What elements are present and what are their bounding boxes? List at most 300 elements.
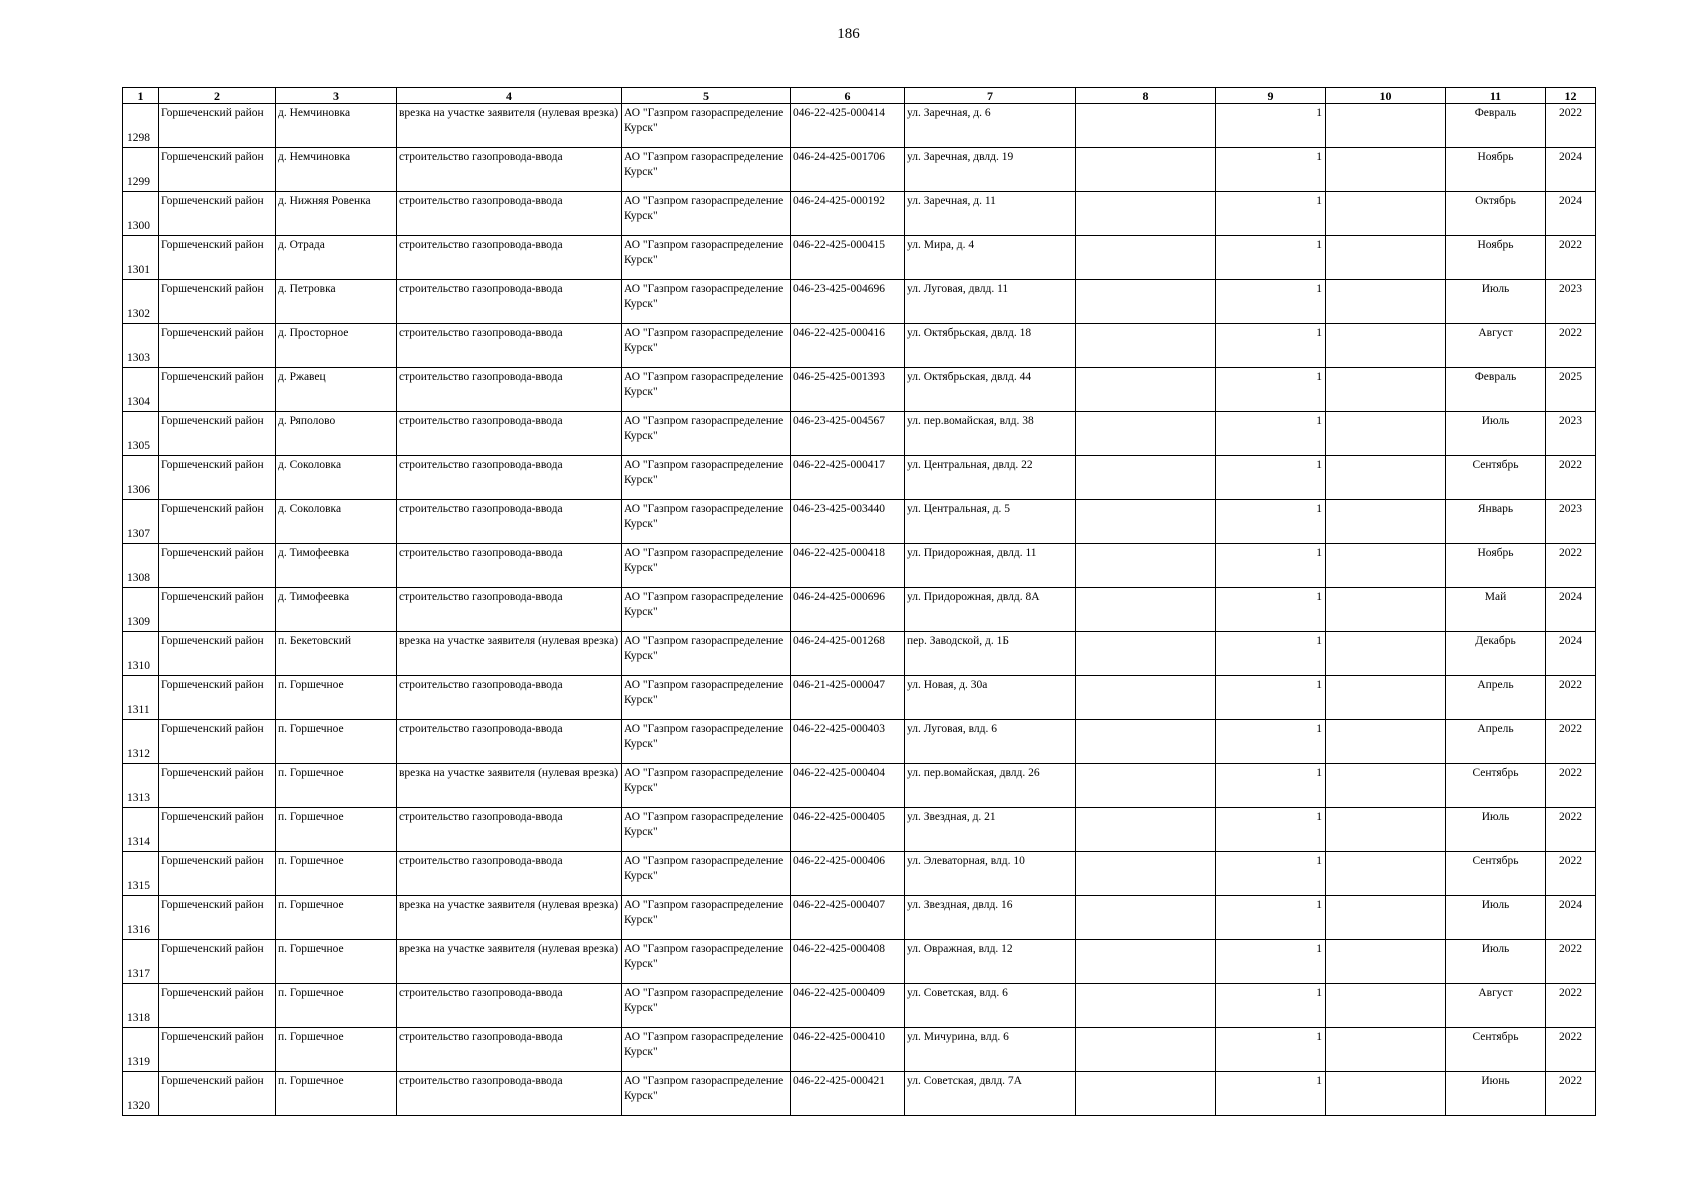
cell-address: ул. Заречная, д. 11 [905, 192, 1076, 236]
cell-address: ул. Октябрьская, двлд. 18 [905, 324, 1076, 368]
cell-year: 2022 [1546, 764, 1596, 808]
cell-address: ул. Заречная, двлд. 19 [905, 148, 1076, 192]
column-header-11: 11 [1446, 88, 1546, 104]
table-row [123, 148, 1596, 192]
cell-col-8 [1076, 192, 1216, 236]
cell-organization: АО "Газпром газораспределение Курск" [622, 412, 791, 456]
cell-work-type: строительство газопровода-ввода [397, 500, 622, 544]
cell-work-type: строительство газопровода-ввода [397, 852, 622, 896]
cell-settlement: п. Горшечное [276, 808, 397, 852]
cell-row-number: 1310 [123, 632, 159, 676]
cell-quantity: 1 [1216, 148, 1326, 192]
cell-settlement: д. Соколовка [276, 500, 397, 544]
cell-row-number: 1307 [123, 500, 159, 544]
cell-month: Апрель [1446, 676, 1546, 720]
cell-year: 2024 [1546, 192, 1596, 236]
cell-organization: АО "Газпром газораспределение Курск" [622, 104, 791, 148]
table-row [123, 720, 1596, 764]
cell-organization: АО "Газпром газораспределение Курск" [622, 676, 791, 720]
cell-organization: АО "Газпром газораспределение Курск" [622, 368, 791, 412]
cell-application-number: 046-22-425-000410 [791, 1028, 905, 1072]
table-row [123, 368, 1596, 412]
cell-row-number: 1314 [123, 808, 159, 852]
cell-year: 2022 [1546, 852, 1596, 896]
cell-address: ул. Советская, влд. 6 [905, 984, 1076, 1028]
cell-settlement: п. Горшечное [276, 984, 397, 1028]
cell-district: Горшеченский район [159, 500, 276, 544]
cell-month: Сентябрь [1446, 1028, 1546, 1072]
cell-work-type: строительство газопровода-ввода [397, 368, 622, 412]
cell-work-type: врезка на участке заявителя (нулевая врезка) [397, 940, 622, 984]
cell-organization: АО "Газпром газораспределение Курск" [622, 324, 791, 368]
cell-year: 2024 [1546, 896, 1596, 940]
cell-row-number: 1304 [123, 368, 159, 412]
cell-address: ул. Центральная, двлд. 22 [905, 456, 1076, 500]
cell-month: Июль [1446, 940, 1546, 984]
cell-settlement: д. Ряполово [276, 412, 397, 456]
cell-address: ул. Луговая, двлд. 11 [905, 280, 1076, 324]
cell-district: Горшеченский район [159, 104, 276, 148]
cell-district: Горшеченский район [159, 368, 276, 412]
cell-settlement: д. Просторное [276, 324, 397, 368]
cell-month: Ноябрь [1446, 544, 1546, 588]
cell-col-10 [1326, 1072, 1446, 1116]
cell-year: 2022 [1546, 1072, 1596, 1116]
cell-col-10 [1326, 632, 1446, 676]
table-row [123, 852, 1596, 896]
cell-month: Июль [1446, 808, 1546, 852]
table-row [123, 808, 1596, 852]
cell-month: Октябрь [1446, 192, 1546, 236]
cell-district: Горшеченский район [159, 412, 276, 456]
cell-application-number: 046-25-425-001393 [791, 368, 905, 412]
table-body [123, 104, 1596, 1116]
cell-address: ул. Овражная, влд. 12 [905, 940, 1076, 984]
cell-address: ул. Мичурина, влд. 6 [905, 1028, 1076, 1072]
cell-year: 2024 [1546, 148, 1596, 192]
cell-organization: АО "Газпром газораспределение Курск" [622, 1072, 791, 1116]
cell-work-type: строительство газопровода-ввода [397, 148, 622, 192]
cell-settlement: д. Нижняя Ровенка [276, 192, 397, 236]
cell-district: Горшеченский район [159, 192, 276, 236]
cell-application-number: 046-22-425-000418 [791, 544, 905, 588]
cell-col-10 [1326, 192, 1446, 236]
cell-settlement: п. Горшечное [276, 720, 397, 764]
cell-application-number: 046-24-425-001268 [791, 632, 905, 676]
cell-col-8 [1076, 940, 1216, 984]
cell-application-number: 046-23-425-003440 [791, 500, 905, 544]
cell-district: Горшеченский район [159, 632, 276, 676]
cell-district: Горшеченский район [159, 720, 276, 764]
cell-work-type: врезка на участке заявителя (нулевая врезка) [397, 764, 622, 808]
cell-quantity: 1 [1216, 852, 1326, 896]
cell-application-number: 046-24-425-001706 [791, 148, 905, 192]
cell-col-8 [1076, 588, 1216, 632]
cell-col-10 [1326, 940, 1446, 984]
cell-year: 2022 [1546, 720, 1596, 764]
cell-col-10 [1326, 588, 1446, 632]
cell-settlement: д. Отрада [276, 236, 397, 280]
cell-organization: АО "Газпром газораспределение Курск" [622, 852, 791, 896]
cell-month: Сентябрь [1446, 456, 1546, 500]
cell-application-number: 046-22-425-000421 [791, 1072, 905, 1116]
table-row [123, 280, 1596, 324]
cell-year: 2024 [1546, 588, 1596, 632]
cell-col-10 [1326, 1028, 1446, 1072]
cell-col-8 [1076, 764, 1216, 808]
cell-quantity: 1 [1216, 588, 1326, 632]
cell-col-10 [1326, 676, 1446, 720]
cell-row-number: 1300 [123, 192, 159, 236]
cell-col-10 [1326, 984, 1446, 1028]
cell-row-number: 1319 [123, 1028, 159, 1072]
table-row [123, 1072, 1596, 1116]
cell-month: Август [1446, 324, 1546, 368]
cell-application-number: 046-22-425-000403 [791, 720, 905, 764]
cell-settlement: д. Ржавец [276, 368, 397, 412]
cell-year: 2025 [1546, 368, 1596, 412]
column-header-7: 7 [905, 88, 1076, 104]
cell-col-8 [1076, 544, 1216, 588]
cell-address: ул. Звездная, д. 21 [905, 808, 1076, 852]
cell-row-number: 1299 [123, 148, 159, 192]
cell-quantity: 1 [1216, 500, 1326, 544]
cell-quantity: 1 [1216, 808, 1326, 852]
cell-organization: АО "Газпром газораспределение Курск" [622, 896, 791, 940]
table-row [123, 192, 1596, 236]
cell-col-8 [1076, 368, 1216, 412]
cell-address: ул. Советская, двлд. 7А [905, 1072, 1076, 1116]
cell-quantity: 1 [1216, 192, 1326, 236]
cell-district: Горшеченский район [159, 544, 276, 588]
cell-address: ул. Придорожная, двлд. 8А [905, 588, 1076, 632]
cell-quantity: 1 [1216, 280, 1326, 324]
cell-col-8 [1076, 236, 1216, 280]
table-row [123, 984, 1596, 1028]
cell-col-10 [1326, 412, 1446, 456]
cell-col-10 [1326, 236, 1446, 280]
cell-organization: АО "Газпром газораспределение Курск" [622, 940, 791, 984]
cell-work-type: строительство газопровода-ввода [397, 676, 622, 720]
cell-settlement: п. Горшечное [276, 676, 397, 720]
cell-organization: АО "Газпром газораспределение Курск" [622, 280, 791, 324]
cell-col-8 [1076, 720, 1216, 764]
cell-application-number: 046-24-425-000696 [791, 588, 905, 632]
cell-col-10 [1326, 896, 1446, 940]
column-header-12: 12 [1546, 88, 1596, 104]
gas-connection-table [122, 87, 1596, 1116]
cell-district: Горшеченский район [159, 940, 276, 984]
cell-address: ул. пер.вомайская, двлд. 26 [905, 764, 1076, 808]
cell-address: ул. Луговая, влд. 6 [905, 720, 1076, 764]
cell-month: Июль [1446, 412, 1546, 456]
column-header-4: 4 [397, 88, 622, 104]
cell-organization: АО "Газпром газораспределение Курск" [622, 148, 791, 192]
table-row [123, 940, 1596, 984]
cell-col-8 [1076, 148, 1216, 192]
cell-settlement: д. Немчиновка [276, 104, 397, 148]
cell-address: ул. Придорожная, двлд. 11 [905, 544, 1076, 588]
cell-organization: АО "Газпром газораспределение Курск" [622, 544, 791, 588]
cell-row-number: 1306 [123, 456, 159, 500]
cell-year: 2022 [1546, 236, 1596, 280]
cell-col-8 [1076, 896, 1216, 940]
table-row [123, 676, 1596, 720]
cell-work-type: строительство газопровода-ввода [397, 1072, 622, 1116]
cell-address: ул. Октябрьская, двлд. 44 [905, 368, 1076, 412]
table-header [123, 88, 1596, 104]
cell-district: Горшеченский район [159, 588, 276, 632]
cell-col-8 [1076, 1028, 1216, 1072]
cell-quantity: 1 [1216, 236, 1326, 280]
cell-row-number: 1309 [123, 588, 159, 632]
cell-month: Февраль [1446, 104, 1546, 148]
cell-address: пер. Заводской, д. 1Б [905, 632, 1076, 676]
cell-application-number: 046-22-425-000405 [791, 808, 905, 852]
cell-quantity: 1 [1216, 764, 1326, 808]
column-header-1: 1 [123, 88, 159, 104]
cell-settlement: п. Горшечное [276, 1072, 397, 1116]
cell-col-10 [1326, 500, 1446, 544]
cell-work-type: строительство газопровода-ввода [397, 412, 622, 456]
cell-col-10 [1326, 368, 1446, 412]
table-row [123, 412, 1596, 456]
cell-application-number: 046-22-425-000415 [791, 236, 905, 280]
cell-address: ул. Элеваторная, влд. 10 [905, 852, 1076, 896]
cell-quantity: 1 [1216, 456, 1326, 500]
cell-month: Июль [1446, 280, 1546, 324]
table-row [123, 500, 1596, 544]
cell-organization: АО "Газпром газораспределение Курск" [622, 500, 791, 544]
table-row [123, 104, 1596, 148]
cell-col-8 [1076, 412, 1216, 456]
cell-work-type: строительство газопровода-ввода [397, 324, 622, 368]
cell-district: Горшеченский район [159, 456, 276, 500]
cell-organization: АО "Газпром газораспределение Курск" [622, 236, 791, 280]
cell-row-number: 1303 [123, 324, 159, 368]
cell-organization: АО "Газпром газораспределение Курск" [622, 720, 791, 764]
cell-col-8 [1076, 1072, 1216, 1116]
cell-work-type: строительство газопровода-ввода [397, 544, 622, 588]
cell-month: Сентябрь [1446, 764, 1546, 808]
cell-organization: АО "Газпром газораспределение Курск" [622, 588, 791, 632]
cell-year: 2022 [1546, 544, 1596, 588]
cell-row-number: 1317 [123, 940, 159, 984]
cell-year: 2022 [1546, 984, 1596, 1028]
cell-quantity: 1 [1216, 984, 1326, 1028]
page-number: 186 [837, 26, 860, 42]
cell-address: ул. пер.вомайская, влд. 38 [905, 412, 1076, 456]
table-row [123, 1028, 1596, 1072]
cell-quantity: 1 [1216, 676, 1326, 720]
cell-col-10 [1326, 104, 1446, 148]
cell-year: 2022 [1546, 104, 1596, 148]
cell-quantity: 1 [1216, 412, 1326, 456]
cell-row-number: 1316 [123, 896, 159, 940]
cell-year: 2022 [1546, 940, 1596, 984]
cell-month: Сентябрь [1446, 852, 1546, 896]
column-header-8: 8 [1076, 88, 1216, 104]
cell-settlement: д. Тимофеевка [276, 544, 397, 588]
cell-row-number: 1312 [123, 720, 159, 764]
cell-month: Июль [1446, 896, 1546, 940]
cell-col-8 [1076, 676, 1216, 720]
cell-work-type: строительство газопровода-ввода [397, 280, 622, 324]
cell-col-10 [1326, 764, 1446, 808]
cell-organization: АО "Газпром газораспределение Курск" [622, 764, 791, 808]
cell-district: Горшеченский район [159, 852, 276, 896]
cell-month: Декабрь [1446, 632, 1546, 676]
cell-settlement: п. Горшечное [276, 940, 397, 984]
cell-district: Горшеченский район [159, 236, 276, 280]
cell-col-8 [1076, 500, 1216, 544]
cell-month: Ноябрь [1446, 148, 1546, 192]
column-number-row [123, 88, 1596, 104]
column-header-2: 2 [159, 88, 276, 104]
table-row [123, 896, 1596, 940]
cell-month: Апрель [1446, 720, 1546, 764]
cell-month: Январь [1446, 500, 1546, 544]
table-row [123, 544, 1596, 588]
cell-col-8 [1076, 808, 1216, 852]
cell-organization: АО "Газпром газораспределение Курск" [622, 984, 791, 1028]
cell-settlement: д. Соколовка [276, 456, 397, 500]
cell-col-8 [1076, 456, 1216, 500]
cell-row-number: 1315 [123, 852, 159, 896]
cell-quantity: 1 [1216, 1028, 1326, 1072]
table-row [123, 324, 1596, 368]
cell-quantity: 1 [1216, 720, 1326, 764]
cell-application-number: 046-22-425-000407 [791, 896, 905, 940]
cell-year: 2023 [1546, 280, 1596, 324]
cell-district: Горшеченский район [159, 280, 276, 324]
cell-row-number: 1302 [123, 280, 159, 324]
cell-district: Горшеченский район [159, 896, 276, 940]
cell-work-type: строительство газопровода-ввода [397, 192, 622, 236]
cell-application-number: 046-22-425-000406 [791, 852, 905, 896]
cell-organization: АО "Газпром газораспределение Курск" [622, 1028, 791, 1072]
cell-quantity: 1 [1216, 940, 1326, 984]
cell-settlement: п. Горшечное [276, 764, 397, 808]
cell-district: Горшеченский район [159, 1028, 276, 1072]
cell-col-8 [1076, 852, 1216, 896]
cell-settlement: п. Горшечное [276, 852, 397, 896]
cell-work-type: строительство газопровода-ввода [397, 720, 622, 764]
cell-address: ул. Новая, д. 30а [905, 676, 1076, 720]
cell-year: 2024 [1546, 632, 1596, 676]
cell-col-10 [1326, 280, 1446, 324]
cell-settlement: д. Тимофеевка [276, 588, 397, 632]
cell-work-type: врезка на участке заявителя (нулевая врезка) [397, 104, 622, 148]
cell-work-type: строительство газопровода-ввода [397, 984, 622, 1028]
table-row [123, 588, 1596, 632]
table-row [123, 236, 1596, 280]
cell-settlement: п. Горшечное [276, 896, 397, 940]
cell-quantity: 1 [1216, 368, 1326, 412]
column-header-5: 5 [622, 88, 791, 104]
cell-work-type: врезка на участке заявителя (нулевая врезка) [397, 896, 622, 940]
cell-application-number: 046-23-425-004696 [791, 280, 905, 324]
cell-row-number: 1320 [123, 1072, 159, 1116]
cell-work-type: строительство газопровода-ввода [397, 808, 622, 852]
cell-quantity: 1 [1216, 544, 1326, 588]
cell-district: Горшеченский район [159, 324, 276, 368]
cell-month: Ноябрь [1446, 236, 1546, 280]
cell-row-number: 1298 [123, 104, 159, 148]
cell-year: 2022 [1546, 1028, 1596, 1072]
cell-work-type: строительство газопровода-ввода [397, 236, 622, 280]
cell-settlement: п. Бекетовский [276, 632, 397, 676]
table-row [123, 456, 1596, 500]
cell-row-number: 1311 [123, 676, 159, 720]
cell-district: Горшеченский район [159, 1072, 276, 1116]
cell-row-number: 1305 [123, 412, 159, 456]
cell-work-type: врезка на участке заявителя (нулевая врезка) [397, 632, 622, 676]
cell-col-8 [1076, 324, 1216, 368]
column-header-6: 6 [791, 88, 905, 104]
cell-quantity: 1 [1216, 896, 1326, 940]
cell-quantity: 1 [1216, 632, 1326, 676]
cell-application-number: 046-22-425-000414 [791, 104, 905, 148]
cell-quantity: 1 [1216, 104, 1326, 148]
cell-settlement: п. Горшечное [276, 1028, 397, 1072]
cell-col-10 [1326, 720, 1446, 764]
cell-district: Горшеченский район [159, 764, 276, 808]
cell-month: Август [1446, 984, 1546, 1028]
cell-year: 2023 [1546, 412, 1596, 456]
cell-district: Горшеченский район [159, 676, 276, 720]
cell-district: Горшеченский район [159, 808, 276, 852]
cell-address: ул. Звездная, двлд. 16 [905, 896, 1076, 940]
column-header-10: 10 [1326, 88, 1446, 104]
cell-col-10 [1326, 148, 1446, 192]
cell-col-10 [1326, 852, 1446, 896]
cell-settlement: д. Немчиновка [276, 148, 397, 192]
cell-month: Июнь [1446, 1072, 1546, 1116]
cell-work-type: строительство газопровода-ввода [397, 588, 622, 632]
cell-application-number: 046-22-425-000416 [791, 324, 905, 368]
cell-year: 2023 [1546, 500, 1596, 544]
cell-year: 2022 [1546, 456, 1596, 500]
cell-district: Горшеченский район [159, 984, 276, 1028]
cell-col-10 [1326, 544, 1446, 588]
cell-col-10 [1326, 456, 1446, 500]
cell-organization: АО "Газпром газораспределение Курск" [622, 192, 791, 236]
cell-row-number: 1301 [123, 236, 159, 280]
cell-work-type: строительство газопровода-ввода [397, 456, 622, 500]
cell-year: 2022 [1546, 324, 1596, 368]
cell-application-number: 046-22-425-000404 [791, 764, 905, 808]
cell-month: Май [1446, 588, 1546, 632]
table-row [123, 632, 1596, 676]
cell-col-8 [1076, 984, 1216, 1028]
cell-address: ул. Мира, д. 4 [905, 236, 1076, 280]
cell-col-8 [1076, 104, 1216, 148]
cell-organization: АО "Газпром газораспределение Курск" [622, 808, 791, 852]
column-header-3: 3 [276, 88, 397, 104]
cell-col-8 [1076, 280, 1216, 324]
cell-application-number: 046-21-425-000047 [791, 676, 905, 720]
cell-col-10 [1326, 808, 1446, 852]
cell-application-number: 046-22-425-000417 [791, 456, 905, 500]
cell-quantity: 1 [1216, 1072, 1326, 1116]
cell-address: ул. Заречная, д. 6 [905, 104, 1076, 148]
cell-work-type: строительство газопровода-ввода [397, 1028, 622, 1072]
cell-month: Февраль [1446, 368, 1546, 412]
cell-application-number: 046-22-425-000409 [791, 984, 905, 1028]
cell-application-number: 046-22-425-000408 [791, 940, 905, 984]
cell-col-10 [1326, 324, 1446, 368]
